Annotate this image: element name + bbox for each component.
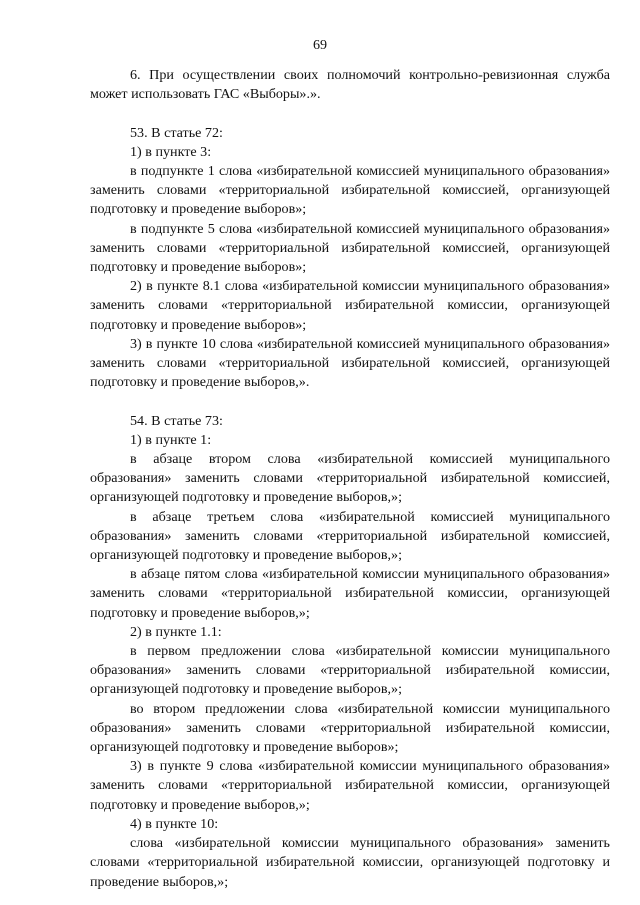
section-54-item: в абзаце третьем слова «избирательной комиссией муниципального образования» заменить словами «территориальной избирательной комиссией, организующей подготовку и проведение выборов,»;	[90, 508, 610, 564]
paragraph-gap	[90, 104, 610, 123]
section-54-item: слова «избирательной комиссии муниципального образования» заменить словами «территориальной избирательной комиссии, организующей подготовку и проведение выборов,»;	[90, 835, 610, 890]
section-54-item: в абзаце втором слова «избирательной комиссией муниципального образования» заменить словами «территориальной избирательной комиссией, организующей подготовку и проведение выборов,»;	[90, 451, 610, 506]
section-54-item: во втором предложении слова «избирательной комиссии муниципального образования» заменить словами «территориальной избирательной комиссии, организующей подготовку и проведение выборов»;	[90, 700, 610, 756]
section-54-item: в первом предложении слова «избирательной комиссии муниципального образования» заменить словами «территориальной избирательной комиссии, организующей подготовку и проведение выборов,»;	[90, 643, 610, 698]
section-54-item: 3) в пункте 9 слова «избирательной комиссии муниципального образования» заменить словами «территориальной избирательной комиссии, организующей подготовку и проведение выборов,»;	[90, 758, 610, 813]
section-54-item: в абзаце пятом слова «избирательной комиссии муниципального образования» заменить словами «территориальной избирательной комиссии, организующей подготовку и проведение выборов,»;	[90, 566, 610, 621]
paragraph-gap	[90, 392, 610, 411]
section-53-item: 2) в пункте 8.1 слова «избирательной комиссии муниципального образования» заменить словами «территориальной избирательной комиссии, организующей подготовку и проведение выборов»;	[90, 278, 610, 333]
section-53-item: 1) в пункте 3:	[130, 143, 212, 160]
section-53-item: в подпункте 1 слова «избирательной комиссией муниципального образования» заменить словами «территориальной избирательной комиссией, организующей подготовку и проведение выборов»;	[90, 163, 610, 218]
section-53-item: в подпункте 5 слова «избирательной комиссией муниципального образования» заменить словами «территориальной избирательной комиссией, организующей подготовку и проведение выборов»;	[90, 220, 610, 276]
section-53-item: 3) в пункте 10 слова «избирательной комиссией муниципального образования» заменить словами «территориальной избирательной комиссией, организующей подготовку и проведение выборов,».	[90, 335, 610, 391]
page-number: 69	[312, 37, 328, 53]
section-54-item: 1) в пункте 1:	[130, 431, 212, 448]
section-54-item: 4) в пункте 10:	[130, 815, 219, 832]
section-54-heading: 54. В статье 73:	[130, 412, 223, 429]
document-body	[90, 66, 610, 892]
section-54-item: 2) в пункте 1.1:	[130, 623, 222, 640]
section-53-heading: 53. В статье 72:	[130, 124, 223, 141]
paragraph-item-6: 6. При осуществлении своих полномочий контрольно-ревизионная служба может использовать ГАС «Выборы».».	[90, 67, 610, 103]
